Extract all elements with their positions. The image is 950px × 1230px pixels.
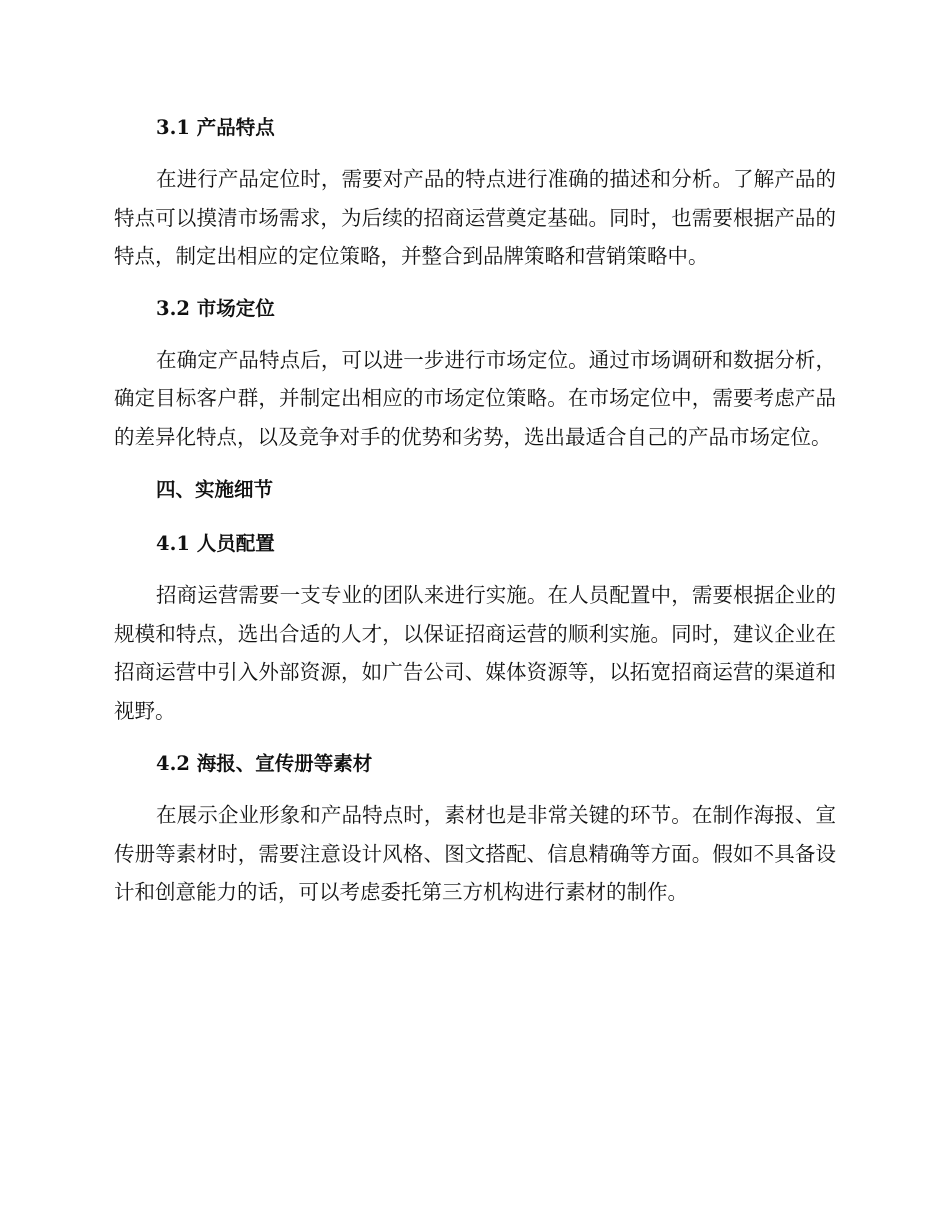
section-heading-4-2: 4.2 海报、宣传册等素材: [156, 752, 373, 775]
paragraph-4-1: 招商运营需要一支专业的团队来进行实施。在人员配置中，需要根据企业的规模和特点，选出合适的人才，以保证招商运营的顺利实施。同时，建议企业在招商运营中引入外部资源，如广告公司、媒体资源等，以拓宽招商运营的渠道和视野。: [114, 583, 836, 723]
chapter-heading-4: 四、实施细节: [156, 478, 274, 501]
paragraph-3-1: 在进行产品定位时，需要对产品的特点进行准确的描述和分析。了解产品的特点可以摸清市场需求，为后续的招商运营奠定基础。同时，也需要根据产品的特点，制定出相应的定位策略，并整合到品牌策略和营销策略中。: [114, 167, 836, 268]
section-heading-3-2: 3.2 市场定位: [156, 296, 275, 320]
section-heading-3-1: 3.1 产品特点: [156, 116, 275, 139]
section-heading-4-1: 4.1 人员配置: [156, 532, 275, 555]
paragraph-4-2: 在展示企业形象和产品特点时，素材也是非常关键的环节。在制作海报、宣传册等素材时，需要注意设计风格、图文搭配、信息精确等方面。假如不具备设计和创意能力的话，可以考虑委托第三方机构进行素材的制作。: [114, 803, 836, 904]
paragraph-3-2: 在确定产品特点后，可以进一步进行市场定位。通过市场调研和数据分析，确定目标客户群，并制定出相应的市场定位策略。在市场定位中，需要考虑产品的差异化特点，以及竞争对手的优势和劣势，选出最适合自己的产品市场定位。: [114, 347, 836, 449]
document-body: [114, 110, 836, 912]
